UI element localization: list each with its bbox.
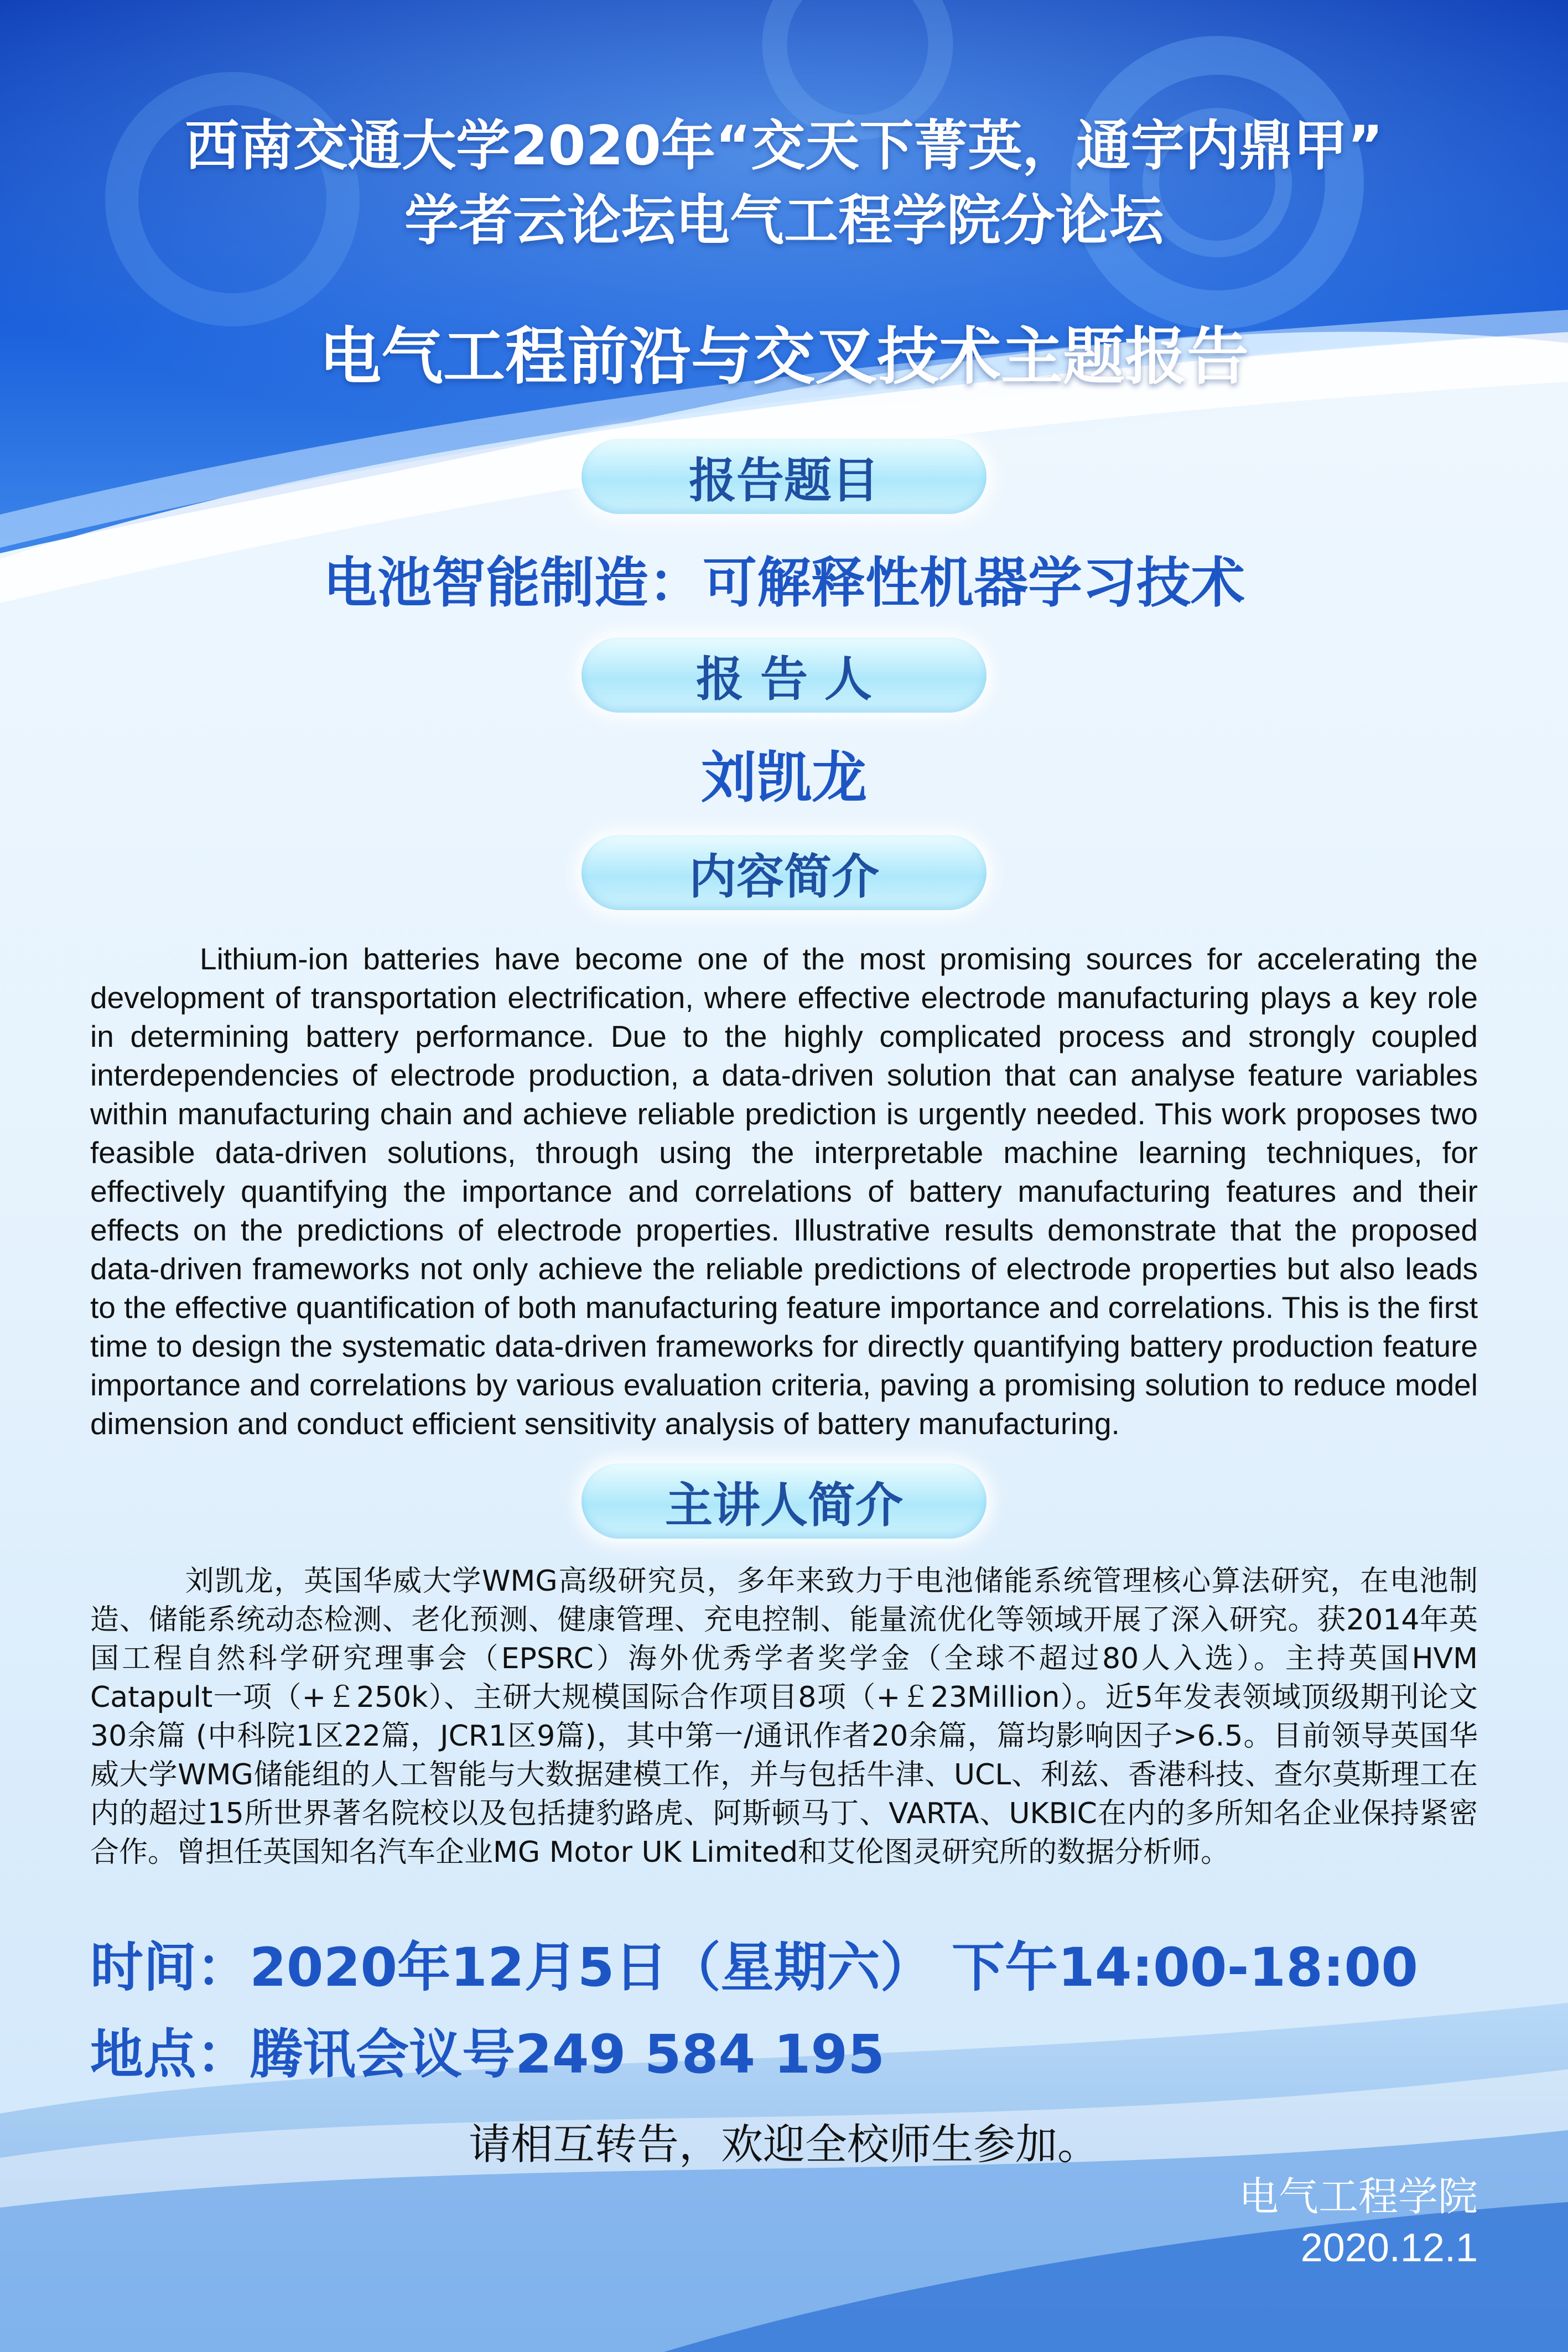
bio-label-pill [581,1463,987,1539]
theme-title: 电气工程前沿与交叉技术主题报告 [319,321,1249,393]
bio-text: 刘凯龙，英国华威大学WMG高级研究员，多年来致力于电池储能系统管理核心算法研究，在电池制造、储能系统动态检测、老化预测、健康管理、充电控制、能量流优化等领域开展了深入研究。获2014年英国工程自然科学研究理事会（EPSRC）海外优秀学者奖学金（全球不超过80人入选）。主持英国HVM Catapult一项（+￡250k）、主研大规模国际合作项目8项（+￡23Million）。近5年发表领域顶级期刊论文30余篇 (中科院1区22篇，JCR1区9篇)，其中第一/通讯作者20余篇，篇均影响因子>6.5。目前领导英国华威大学WMG储能组的人工智能与大数据建模工作，并与包括牛津、UCL、利兹、香港科技、查尔莫斯理工在内的超过15所世界著名院校以及包括捷豹路虎、阿斯顿马丁、VARTA、UKBIC在内的多所知名企业保持紧密合作。曾担任英国知名汽车企业MG Motor UK Limited和艾伦图灵研究所的数据分析师。 [90,1565,1478,1869]
speaker-label-pill [581,637,987,713]
event-title-line2: 学者云论坛电气工程学院分论坛 [404,189,1164,252]
organizer: 电气工程学院 [1238,2173,1478,2220]
abstract-text: Lithium-ion batteries have become one of the most promising sources for accelerating the development of transportation electrification, where effective electrode manufacturing plays a key role in determining battery performance. Due to the highly complicated process and strongly coupled interdependencies of electrode production, a data-driven solution that can analyse feature variables within manufacturing chain and achieve reliable prediction is urgently needed. This work proposes two feasible data-driven solutions, through using the interpretable machine learning techniques, for effectively quantifying the importance and correlations of battery manufacturing features and their effects on the predictions of electrode properties. Illustrative results demonstrate that the proposed data-driven frameworks not only achieve the reliable predictions of electrode properties but also leads to the effective quantification of both manufacturing feature importance and correlations. This is the first time to design the systematic data-driven frameworks for directly quantifying battery production feature importance and correlations by various evaluation criteria, paving a promising solution to reduce model dimension and conduct efficient sensitivity analysis of battery manufacturing. [90,942,1478,1441]
speaker-name: 刘凯龙 [701,745,867,810]
event-place: 地点：腾讯会议号249 584 195 [90,2023,885,2085]
abstract-label-pill [581,835,987,910]
issue-date: 2020.12.1 [1300,2226,1478,2270]
report-title: 电池智能制造：可解释性机器学习技术 [323,552,1245,615]
report-title-label-pill [581,439,987,514]
report-title-label: 报告题目 [689,453,879,508]
speaker-label: 报 告 人 [696,652,872,707]
event-title-line1: 西南交通大学2020年“交天下菁英，通宇内鼎甲” [185,115,1383,178]
abstract-label: 内容简介 [689,849,879,905]
invitation-text: 请相互转告，欢迎全校师生参加。 [469,2120,1099,2169]
bio-label: 主讲人简介 [665,1478,903,1533]
event-time: 时间：2020年12月5日（星期六） 下午14:00-18:00 [90,1936,1418,1998]
